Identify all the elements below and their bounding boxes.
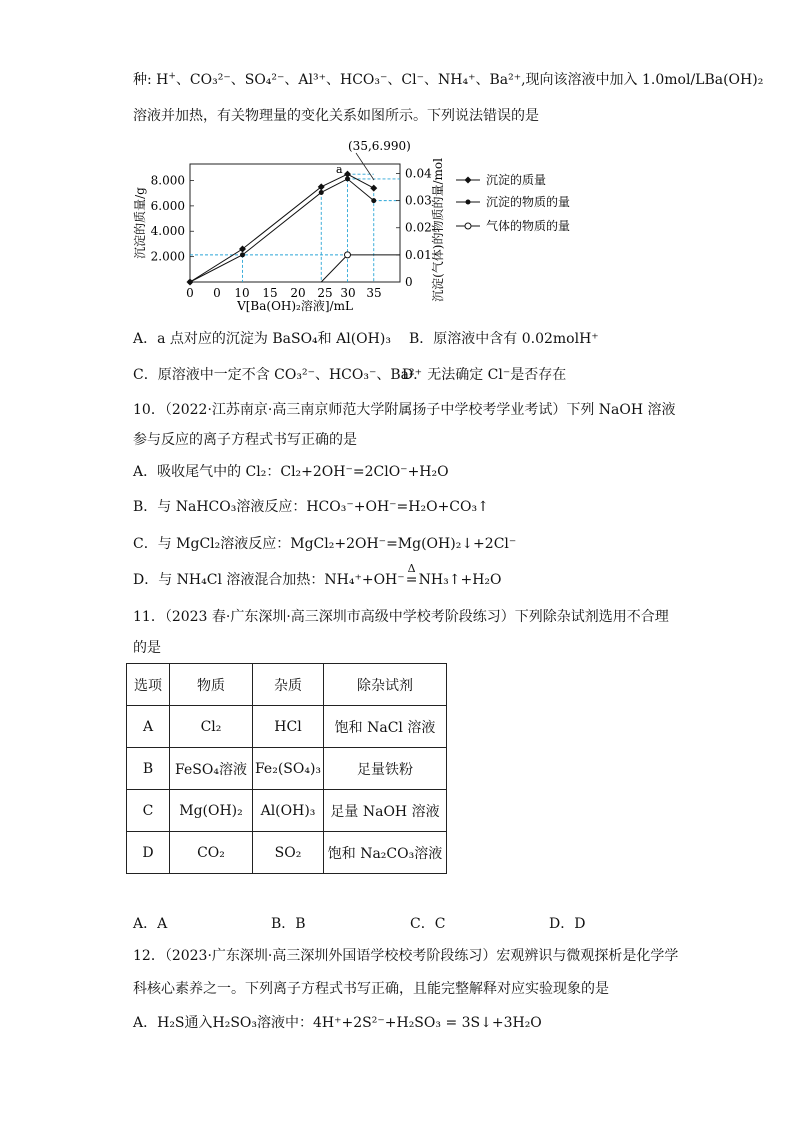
q12-option-a: A．H₂S通入H₂SO₃溶液中：4H⁺+2S²⁻+H₂SO₃ = 3S↓+3H₂O <box>133 1015 542 1031</box>
table-header-cell: 选项 <box>127 664 170 706</box>
q12-header-2: 科核心素养之一。下列离子方程式书写正确，且能完整解释对应实验现象的是 <box>133 981 609 997</box>
table-cell: HCl <box>253 706 324 748</box>
y-right-tick-label: 0 <box>405 275 413 289</box>
q11-table <box>126 663 447 874</box>
x-tick-label: 35 <box>366 286 382 300</box>
q9-intro-ions: 、CO₃²⁻、SO₄²⁻、Al³⁺、HCO₃⁻、Cl⁻、NH₄⁺、Ba²⁺ <box>175 72 522 88</box>
heat-symbol: Δ <box>407 562 416 575</box>
series-line-1 <box>190 174 374 282</box>
table-cell: C <box>127 790 170 832</box>
q9-intro-line: 种: H+、CO₃²⁻、SO₄²⁻、Al³⁺、HCO₃⁻、Cl⁻、NH₄⁺、Ba²⁺,现向该溶液中加入 1.0mol/LBa(OH)₂ <box>133 71 764 88</box>
table-cell: Mg(OH)₂ <box>170 790 253 832</box>
x-tick-label: 0 <box>186 286 194 300</box>
x-tick-label: 10 <box>234 286 250 300</box>
y-left-tick-label: 2.000 <box>150 249 185 264</box>
q9-chart <box>130 140 600 320</box>
table-row <box>127 832 447 874</box>
data-point-mass <box>370 185 377 192</box>
table-header-cell: 除杂试剂 <box>324 664 447 706</box>
table-cell: D <box>127 832 170 874</box>
y-left-tick-labels <box>151 173 194 263</box>
x-tick-label: 0 <box>213 286 221 300</box>
x-tick-label: 20 <box>290 286 306 300</box>
data-point-mol <box>188 280 193 285</box>
table-cell: 足量铁粉 <box>324 748 447 790</box>
series-line-2 <box>190 179 374 282</box>
table-header-row <box>127 664 447 706</box>
x-tick-label: 15 <box>262 286 278 300</box>
y-right-tick-label: 0.03 <box>405 193 432 208</box>
q10-heat-arrow: Δ = <box>405 570 419 590</box>
legend-marker-circle <box>465 223 471 229</box>
legend-marker-dot <box>466 200 471 205</box>
series-group <box>187 171 401 286</box>
q9-intro-pre: 种: H <box>133 72 169 88</box>
table-cell: Fe₂(SO₄)₃ <box>253 748 324 790</box>
series-line-3 <box>321 255 400 282</box>
q11-option-a: A．A <box>133 916 168 932</box>
y-right-axis-label: 沉淀(气体)的物质的量/mol <box>431 158 445 302</box>
table-cell: CO₂ <box>170 832 253 874</box>
q11-option-c: C．C <box>410 916 446 932</box>
legend-entry: 沉淀的物质的量 <box>486 195 571 209</box>
table-row <box>127 790 447 832</box>
table-cell: FeSO₄溶液 <box>170 748 253 790</box>
table-row <box>127 706 447 748</box>
q10-option-a: A．吸收尾气中的 Cl₂：Cl₂+2OH⁻=2ClO⁻+H₂O <box>133 464 449 480</box>
data-point-mol <box>345 176 350 181</box>
table-cell: SO₂ <box>253 832 324 874</box>
table-cell: Cl₂ <box>170 706 253 748</box>
q10-header-2: 参与反应的离子方程式书写正确的是 <box>133 432 357 448</box>
y-right-tick-labels <box>396 166 432 289</box>
q11-option-b: B．B <box>271 916 306 932</box>
legend-entry: 沉淀的质量 <box>486 173 547 187</box>
y-right-tick-label: 0.04 <box>405 166 432 181</box>
data-point-mol <box>240 252 245 257</box>
q10-option-d-pre: D．与 NH₄Cl 溶液混合加热：NH₄⁺+OH⁻ <box>133 572 405 588</box>
table-row <box>127 748 447 790</box>
q11-option-d: D．D <box>549 916 586 932</box>
y-left-tick-label: 8.000 <box>150 173 185 188</box>
x-tick-labels <box>186 286 381 300</box>
q10-option-d-post: NH₃↑+H₂O <box>418 572 502 588</box>
chart-annotation: (35,6.990) <box>348 140 411 153</box>
q9-option-d: D．无法确定 Cl⁻是否存在 <box>402 367 567 383</box>
y-right-tick-label: 0.02 <box>405 220 432 235</box>
table-cell: 饱和 Na₂CO₃溶液 <box>324 832 447 874</box>
data-point-gas <box>345 252 351 258</box>
data-point-mol <box>319 190 324 195</box>
data-point-mol <box>371 198 376 203</box>
chart-legend <box>456 172 570 233</box>
q11-header-2: 的是 <box>133 640 161 656</box>
y-left-axis-label: 沉淀的质量/g <box>133 187 147 259</box>
plot-frame <box>190 164 400 282</box>
x-tick-label: 30 <box>340 286 356 300</box>
q10-option-d <box>133 562 502 590</box>
annotation-pointer <box>356 153 374 180</box>
q9-intro-post: ,现向该溶液中加入 1.0mol/LBa(OH)₂ <box>521 72 764 88</box>
legend-entry: 气体的物质的量 <box>486 219 571 233</box>
table-cell: 足量 NaOH 溶液 <box>324 790 447 832</box>
x-tick-label: 25 <box>317 286 333 300</box>
y-left-tick-label: 4.000 <box>150 224 185 239</box>
q9-line2: 溶液并加热，有关物理量的变化关系如图所示。下列说法错误的是 <box>133 108 539 124</box>
table-header-cell: 杂质 <box>253 664 324 706</box>
table-cell: 饱和 NaCl 溶液 <box>324 706 447 748</box>
q11-header-1: 11．（2023 春·广东深圳·高三深圳市高级中学校考阶段练习）下列除杂试剂选用不合理 <box>133 609 669 625</box>
table-cell: A <box>127 706 170 748</box>
x-axis-label: V[Ba(OH)₂溶液]/mL <box>237 299 353 313</box>
legend-marker-diamond <box>465 177 472 184</box>
q10-header-1: 10．（2022·江苏南京·高三南京师范大学附属扬子中学校考学业考试）下列 NaOH 溶液 <box>133 402 676 418</box>
table-cell: Al(OH)₃ <box>253 790 324 832</box>
q12-header-1: 12．（2023·广东深圳·高三深圳外国语学校校考阶段练习）宏观辨识与微观探析是化学学 <box>133 948 679 964</box>
y-left-tick-label: 6.000 <box>150 198 185 213</box>
q9-option-c: C．原溶液中一定不含 CO₃²⁻、HCO₃⁻、Ba²⁺ <box>133 367 423 383</box>
q9-option-a: A．a 点对应的沉淀为 BaSO₄和 Al(OH)₃ <box>133 331 391 347</box>
point-a-label: a <box>336 163 343 176</box>
table-header-cell: 物质 <box>170 664 253 706</box>
y-right-tick-label: 0.01 <box>405 247 432 262</box>
table-cell: B <box>127 748 170 790</box>
q10-option-c: C．与 MgCl₂溶液反应：MgCl₂+2OH⁻=Mg(OH)₂↓+2Cl⁻ <box>133 536 517 552</box>
q9-option-b: B．原溶液中含有 0.02molH⁺ <box>409 331 599 347</box>
q10-option-b: B．与 NaHCO₃溶液反应：HCO₃⁻+OH⁻=H₂O+CO₃↑ <box>133 499 489 515</box>
